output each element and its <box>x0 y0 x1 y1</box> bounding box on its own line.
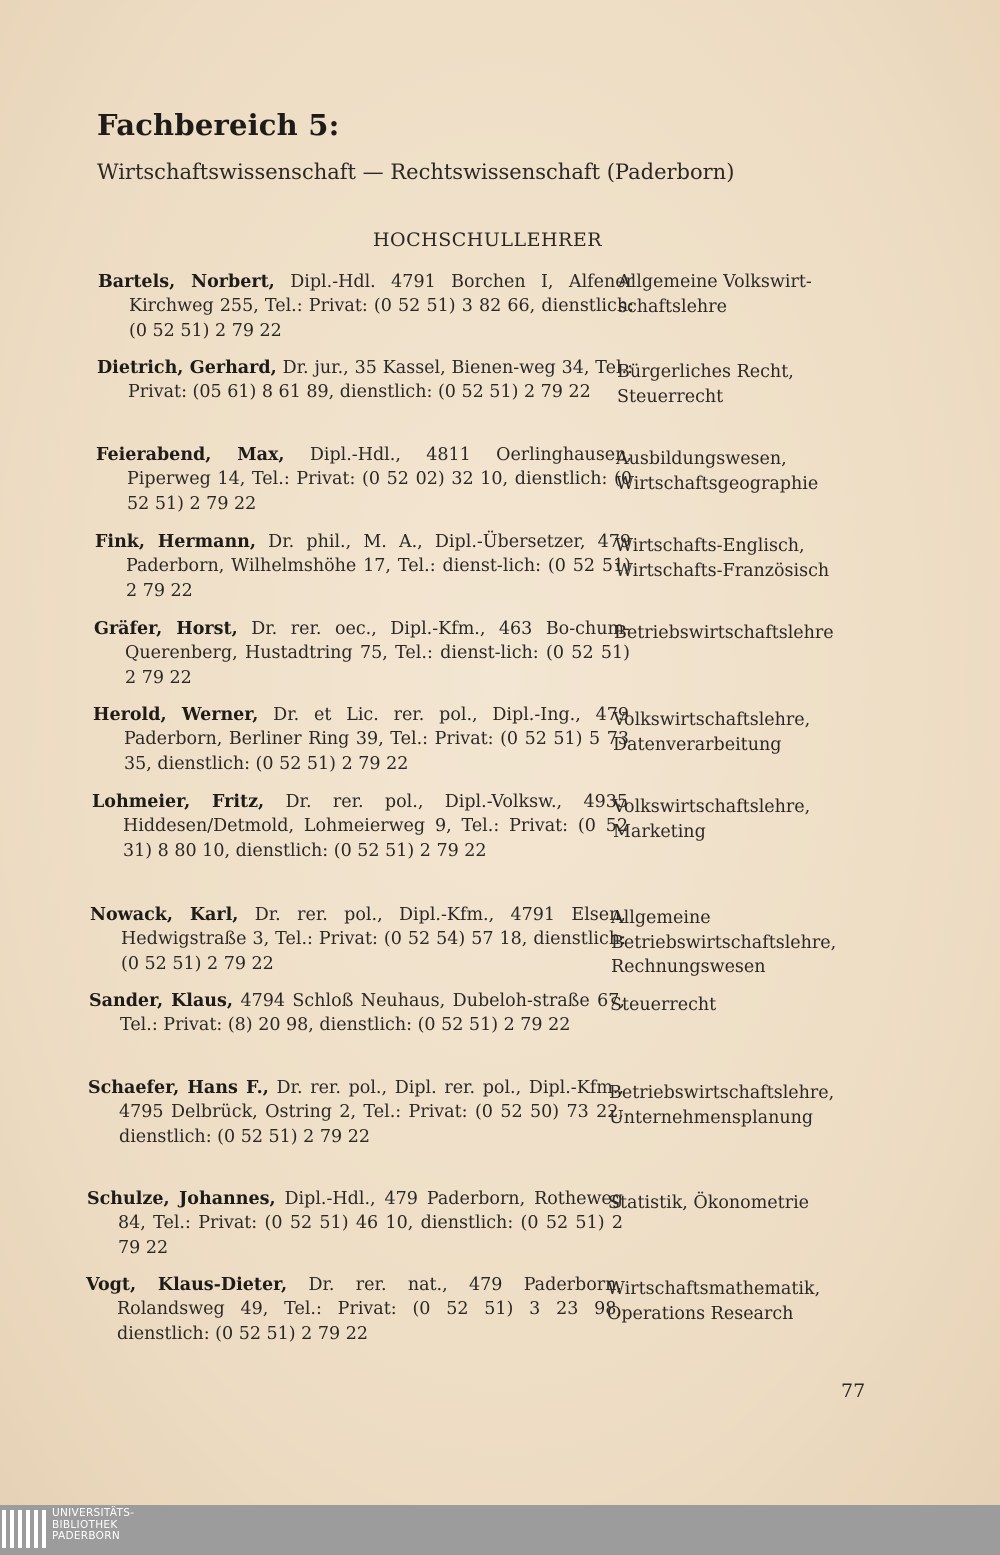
entry-field: Wirtschaftsmathematik, Operations Research <box>607 1279 821 1324</box>
entry-name: Bartels, Norbert, <box>98 272 275 292</box>
entry-field: Bürgerliches Recht, Steuerrecht <box>617 362 794 407</box>
logo-line: UNIVERSITÄTS- <box>52 1507 135 1519</box>
entry-details: Dr. phil., M. A., Dipl.-Übersetzer, 479 Paderborn, Wilhelmshöhe 17, Tel.: dienst-lich: (0 52 51) 2 79 22 <box>126 532 631 601</box>
entry-person <box>98 270 634 343</box>
entry-details: Dr. rer. pol., Dipl.-Kfm., 4791 Elsen, Hedwigstraße 3, Tel.: Privat: (0 52 54) 57 18, dienstlich: (0 52 51) 2 79 22 <box>121 905 626 974</box>
library-logo-text <box>52 1508 134 1543</box>
entry-name: Dietrich, Gerhard, <box>97 358 277 378</box>
logo-line: BIBLIOTHEK <box>52 1518 118 1531</box>
library-logo-icon <box>2 1510 46 1552</box>
entry-field: Volkswirtschaftslehre, Marketing <box>613 797 811 842</box>
entry-details: Dr. rer. pol., Dipl. rer. pol., Dipl.-Kfm., 4795 Delbrück, Ostring 2, Tel.: Privat: (0 52 50) 73 22, dienstlich: (0 52 51) 2 79 22 <box>119 1078 624 1147</box>
entry-name: Schulze, Johannes, <box>87 1189 276 1209</box>
entry-name: Lohmeier, Fritz, <box>92 792 265 812</box>
entry-field: Volkswirtschaftslehre, Datenverarbeitung <box>613 710 811 755</box>
logo-line: PADERBORN <box>52 1530 120 1542</box>
entry-name: Feierabend, Max, <box>96 445 285 465</box>
entry-person <box>88 1076 624 1149</box>
entry-details: Dr. rer. nat., 479 Paderborn, Rolandsweg 49, Tel.: Privat: (0 52 51) 3 23 98, dienstlich: (0 52 51) 2 79 22 <box>117 1275 622 1344</box>
entry-name: Fink, Hermann, <box>95 532 256 552</box>
entry-name: Nowack, Karl, <box>90 905 239 925</box>
entry-details: Dr. jur., 35 Kassel, Bienen-weg 34, Tel.: Privat: (05 61) 8 61 89, dienstlich: (0 52 51) 2 79 22 <box>128 358 633 403</box>
page-subheading: Wirtschaftswissenschaft — Rechtswissenschaft (Paderborn) <box>97 160 735 184</box>
entry-field: Allgemeine Betriebswirtschaftslehre, Rechnungswesen <box>611 908 837 977</box>
page-number: 77 <box>841 1380 866 1402</box>
entry-details: Dr. rer. pol., Dipl.-Volksw., 4935 Hiddesen/Detmold, Lohmeierweg 9, Tel.: Privat: (0 52 31) 8 80 10, dienstlich: (0 52 51) 2 79 22 <box>123 792 628 861</box>
entry-details: 4794 Schloß Neuhaus, Dubeloh-straße 67, Tel.: Privat: (8) 20 98, dienstlich: (0 52 51) 2 79 22 <box>120 991 625 1036</box>
entry-field: Steuerrecht <box>610 995 717 1015</box>
section-label: HOCHSCHULLEHRER <box>372 229 603 251</box>
entry-field: Betriebswirtschaftslehre <box>614 623 834 643</box>
entry-field: Betriebswirtschaftslehre, Unternehmensplanung <box>609 1083 835 1128</box>
entry-details: Dr. et Lic. rer. pol., Dipl.-Ing., 479 Paderborn, Berliner Ring 39, Tel.: Privat: (0 52 51) 5 73 35, dienstlich: (0 52 51) 2 79 22 <box>124 705 630 774</box>
entry-person <box>93 703 629 776</box>
entry-field: Statistik, Ökonometrie <box>608 1193 810 1213</box>
entry-details: Dr. rer. oec., Dipl.-Kfm., 463 Bo-chum-Querenberg, Hustadtring 75, Tel.: dienst-lich: (0 52 51) 2 79 22 <box>125 619 630 688</box>
entry-field: Allgemeine Volkswirt-schaftslehre <box>618 272 812 317</box>
entry-details: Dipl.-Hdl., 479 Paderborn, Rotheweg 84, Tel.: Privat: (0 52 51) 46 10, dienstlich: (0 52 51) 2 79 22 <box>118 1189 623 1258</box>
entry-person <box>97 356 633 405</box>
entry-name: Schaefer, Hans F., <box>88 1078 269 1098</box>
entry-details: Dipl.-Hdl., 4811 Oerlinghausen, Piperweg 14, Tel.: Privat: (0 52 02) 32 10, dienstlich: (0 52 51) 2 79 22 <box>127 445 632 514</box>
entry-person <box>87 1187 623 1260</box>
entry-details: Dipl.-Hdl. 4791 Borchen I, Alfener Kirchweg 255, Tel.: Privat: (0 52 51) 3 82 66, dienstlich: (0 52 51) 2 79 22 <box>129 272 634 341</box>
entry-person <box>92 790 628 863</box>
entry-name: Gräfer, Horst, <box>94 619 238 639</box>
entry-name: Vogt, Klaus-Dieter, <box>86 1275 288 1295</box>
entry-field: Ausbildungswesen, Wirtschaftsgeographie <box>616 449 819 494</box>
entry-person <box>89 989 625 1038</box>
entry-person <box>95 530 631 603</box>
entry-person <box>86 1273 622 1346</box>
entry-name: Herold, Werner, <box>93 705 259 725</box>
entry-person <box>94 617 630 690</box>
entry-person <box>96 443 632 516</box>
entry-field: Wirtschafts-Englisch, Wirtschafts-Französisch <box>615 536 830 581</box>
entry-name: Sander, Klaus, <box>89 991 233 1011</box>
library-footer-bar <box>0 1505 1000 1555</box>
entry-person <box>90 903 626 976</box>
page-heading: Fachbereich 5: <box>97 108 340 142</box>
